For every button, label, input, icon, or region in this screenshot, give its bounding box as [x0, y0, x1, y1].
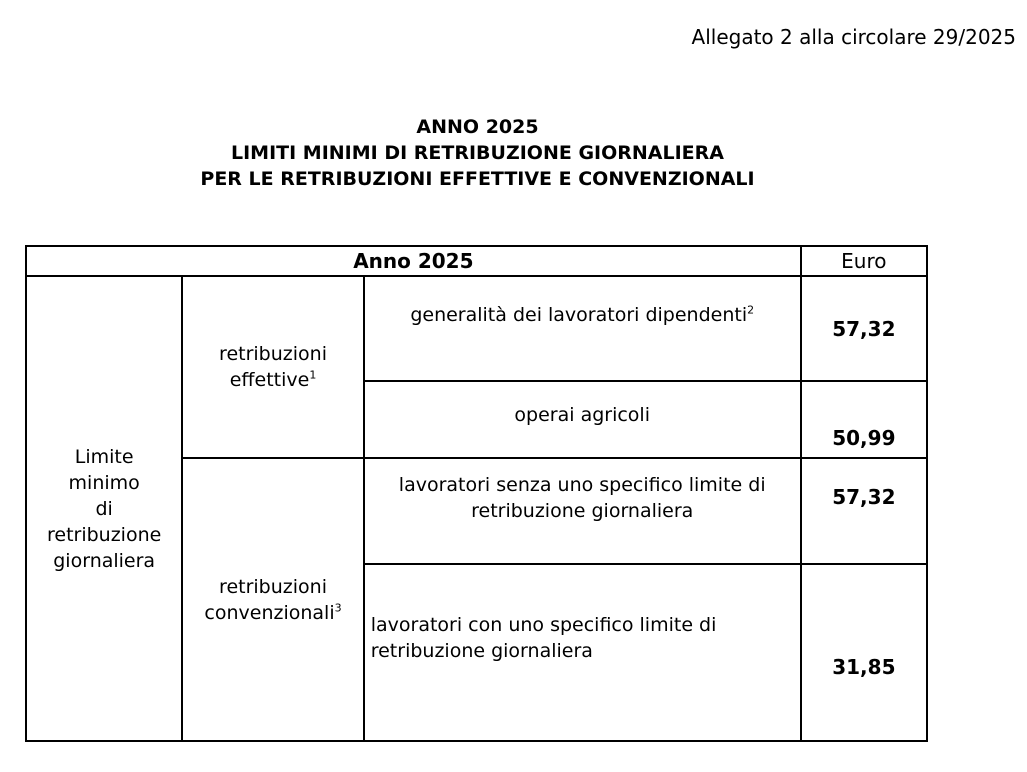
row-value: 57,32 [801, 276, 927, 381]
row-description: operai agricoli [364, 381, 801, 458]
row-group-label-line: giornaliera [53, 549, 156, 572]
group-label-text: retribuzioni effettive [219, 343, 327, 391]
group-label-text: retribuzioni convenzionali [204, 575, 335, 624]
title-line-year: ANNO 2025 [416, 116, 539, 138]
row-group-label-line: minimo [68, 471, 140, 494]
row-value: 50,99 [801, 381, 927, 458]
group-label-effettive [182, 276, 363, 458]
row-group-label-line: di [95, 497, 113, 520]
limits-table [25, 245, 928, 742]
row-group-label [26, 276, 182, 741]
row-value: 57,32 [801, 458, 927, 564]
row-description [364, 276, 801, 381]
table-row [26, 276, 927, 381]
row-description-text: generalità dei lavoratori dipendenti [410, 303, 748, 326]
group-label-convenzionali [182, 458, 363, 741]
title-line-limits: LIMITI MINIMI DI RETRIBUZIONE GIORNALIERA [230, 142, 724, 164]
document-reference: Allegato 2 alla circolare 29/2025 [691, 25, 1016, 49]
footnote-marker: 3 [334, 601, 342, 615]
row-description: lavoratori con uno specifico limite di retribuzione giornaliera [364, 564, 801, 741]
title-line-scope: PER LE RETRIBUZIONI EFFETTIVE E CONVENZIONALI [200, 168, 755, 190]
row-group-label-line: retribuzione [46, 523, 162, 546]
document-title [0, 114, 955, 192]
table-header-row [26, 246, 927, 276]
row-value: 31,85 [801, 564, 927, 741]
footnote-marker: 2 [747, 303, 755, 317]
row-description: lavoratori senza uno specifico limite di retribuzione giornaliera [364, 458, 801, 564]
table-header-currency: Euro [801, 246, 927, 276]
footnote-marker: 1 [309, 368, 317, 382]
row-group-label-line: Limite [74, 445, 134, 468]
table-header-title: Anno 2025 [26, 246, 801, 276]
